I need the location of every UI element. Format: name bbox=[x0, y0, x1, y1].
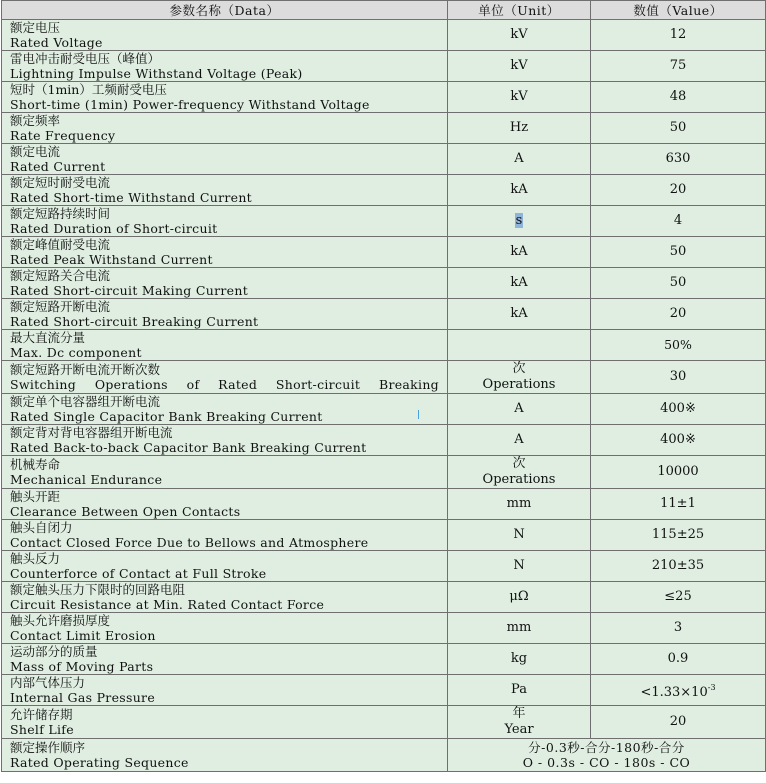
param-value-exponent: -3 bbox=[707, 682, 716, 692]
param-unit: A bbox=[448, 144, 591, 175]
param-value: 3 bbox=[591, 613, 766, 644]
param-value-cell bbox=[591, 675, 766, 706]
table-header-row bbox=[2, 1, 766, 20]
param-name-cell bbox=[2, 675, 448, 706]
param-value: 115±25 bbox=[591, 520, 766, 551]
param-name-zh: 最大直流分量 bbox=[10, 330, 86, 345]
param-name-en: Short-time (1min) Power-frequency Withstand Voltage bbox=[10, 97, 370, 112]
param-value: ≤25 bbox=[591, 582, 766, 613]
param-value: 11±1 bbox=[591, 489, 766, 520]
param-name-cell bbox=[2, 551, 448, 582]
param-name-cell bbox=[2, 613, 448, 644]
param-name-cell bbox=[2, 268, 448, 299]
table-row bbox=[2, 268, 766, 299]
param-name-en: Max. Dc component bbox=[10, 345, 142, 360]
param-name-zh: 额定操作顺序 bbox=[10, 740, 86, 755]
param-value: 20 bbox=[591, 706, 766, 739]
param-name-zh: 触头反力 bbox=[10, 551, 61, 566]
param-name-en: Lightning Impulse Withstand Voltage (Peak) bbox=[10, 66, 303, 81]
param-name-zh: 额定电压 bbox=[10, 20, 61, 35]
param-name-en: Switching Operations of Rated Short-circuit Breaking bbox=[10, 377, 439, 392]
param-name-zh: 额定峰值耐受电流 bbox=[10, 237, 111, 252]
table-row bbox=[2, 206, 766, 237]
table-row bbox=[2, 644, 766, 675]
param-unit: Hz bbox=[448, 113, 591, 144]
param-name-en: Rated Operating Sequence bbox=[10, 755, 189, 770]
table-row bbox=[2, 330, 766, 361]
table-row bbox=[2, 175, 766, 206]
param-name-en: Rate Frequency bbox=[10, 128, 116, 143]
param-name-cell bbox=[2, 361, 448, 394]
table-row bbox=[2, 20, 766, 51]
param-name-cell bbox=[2, 299, 448, 330]
param-name-cell bbox=[2, 51, 448, 82]
param-unit-en: Year bbox=[504, 722, 534, 737]
param-value: 20 bbox=[591, 175, 766, 206]
table-row bbox=[2, 675, 766, 706]
param-unit: kV bbox=[448, 20, 591, 51]
param-name-zh: 短时（1min）工频耐受电压 bbox=[10, 82, 167, 97]
param-name-zh: 触头允许磨损厚度 bbox=[10, 613, 111, 628]
param-name-en: Rated Short-circuit Breaking Current bbox=[10, 314, 259, 329]
table-row bbox=[2, 520, 766, 551]
param-name-cell bbox=[2, 175, 448, 206]
table-row bbox=[2, 361, 766, 394]
param-name-zh: 额定短路开断电流 bbox=[10, 299, 111, 314]
param-name-cell bbox=[2, 489, 448, 520]
text-cursor bbox=[418, 410, 419, 419]
param-name-zh: 额定短路开断电流开断次数 bbox=[10, 362, 161, 377]
param-value: 50 bbox=[591, 237, 766, 268]
param-name-zh: 触头自闭力 bbox=[10, 520, 73, 535]
param-unit: kA bbox=[448, 268, 591, 299]
table-row bbox=[2, 706, 766, 739]
table-row bbox=[2, 425, 766, 456]
param-name-cell bbox=[2, 330, 448, 361]
param-unit-cell bbox=[448, 456, 591, 489]
param-unit: mm bbox=[448, 613, 591, 644]
param-unit bbox=[448, 330, 591, 361]
param-value: 48 bbox=[591, 82, 766, 113]
param-name-zh: 雷电冲击耐受电压（峰值） bbox=[10, 51, 161, 66]
table-row bbox=[2, 489, 766, 520]
param-name-en: Rated Voltage bbox=[10, 35, 103, 50]
header-unit: 单位（Unit） bbox=[448, 1, 591, 20]
param-unit: kA bbox=[448, 237, 591, 268]
param-name-en: Clearance Between Open Contacts bbox=[10, 504, 241, 519]
param-unit: mm bbox=[448, 489, 591, 520]
table-row bbox=[2, 113, 766, 144]
param-value: 10000 bbox=[591, 456, 766, 489]
param-name-zh: 额定短时耐受电流 bbox=[10, 175, 111, 190]
table-row bbox=[2, 456, 766, 489]
table-row bbox=[2, 613, 766, 644]
param-unit-cell bbox=[448, 206, 591, 237]
param-value: 20 bbox=[591, 299, 766, 330]
param-name-zh: 内部气体压力 bbox=[10, 675, 86, 690]
param-value-base: <1.33×10 bbox=[640, 684, 708, 700]
param-name-en: Shelf Life bbox=[10, 722, 74, 737]
param-unit-zh: 次 bbox=[512, 456, 526, 471]
param-name-cell bbox=[2, 82, 448, 113]
param-name-zh: 额定背对背电容器组开断电流 bbox=[10, 425, 173, 440]
param-name-cell bbox=[2, 739, 448, 772]
param-name-cell bbox=[2, 144, 448, 175]
param-unit: N bbox=[448, 520, 591, 551]
param-name-en: Contact Limit Erosion bbox=[10, 628, 156, 643]
param-unit: μΩ bbox=[448, 582, 591, 613]
param-unit: kV bbox=[448, 82, 591, 113]
operating-sequence-en: O - 0.3s - CO - 180s - CO bbox=[522, 755, 691, 770]
param-unit-selected[interactable]: s bbox=[515, 213, 523, 228]
param-name-en: Rated Current bbox=[10, 159, 106, 174]
param-unit: kA bbox=[448, 175, 591, 206]
param-name-cell bbox=[2, 644, 448, 675]
param-name-cell bbox=[2, 20, 448, 51]
param-value: 50 bbox=[591, 113, 766, 144]
param-unit: A bbox=[448, 394, 591, 425]
param-name-en: Rated Short-time Withstand Current bbox=[10, 190, 253, 205]
param-unit-cell bbox=[448, 706, 591, 739]
param-name-cell bbox=[2, 206, 448, 237]
param-name-en: Counterforce of Contact at Full Stroke bbox=[10, 566, 267, 581]
table-row bbox=[2, 582, 766, 613]
table-row bbox=[2, 394, 766, 425]
param-name-cell bbox=[2, 520, 448, 551]
parameter-table bbox=[1, 0, 766, 772]
param-value: 400※ bbox=[591, 425, 766, 456]
table-row bbox=[2, 82, 766, 113]
param-name-zh: 额定单个电容器组开断电流 bbox=[10, 394, 161, 409]
param-unit: N bbox=[448, 551, 591, 582]
param-name-zh: 允许储存期 bbox=[10, 707, 73, 722]
table-row bbox=[2, 51, 766, 82]
param-value: 400※ bbox=[591, 394, 766, 425]
param-unit: Pa bbox=[448, 675, 591, 706]
param-name-en: Rated Duration of Short-circuit bbox=[10, 221, 218, 236]
param-value: 50 bbox=[591, 268, 766, 299]
param-name-en: Internal Gas Pressure bbox=[10, 690, 156, 705]
param-unit: kV bbox=[448, 51, 591, 82]
param-unit: kg bbox=[448, 644, 591, 675]
table-row bbox=[2, 144, 766, 175]
param-name-en: Circuit Resistance at Min. Rated Contact Force bbox=[10, 597, 325, 612]
param-name-en: Rated Peak Withstand Current bbox=[10, 252, 213, 267]
param-name-en: Mass of Moving Parts bbox=[10, 659, 154, 674]
operating-sequence-zh: 分-0.3秒-合分-180秒-合分 bbox=[528, 740, 685, 755]
table-row bbox=[2, 237, 766, 268]
param-value: 0.9 bbox=[591, 644, 766, 675]
table-row bbox=[2, 739, 766, 772]
param-value: 4 bbox=[591, 206, 766, 237]
param-value: 30 bbox=[591, 361, 766, 394]
param-unit: kA bbox=[448, 299, 591, 330]
operating-sequence-cell bbox=[448, 739, 766, 772]
param-unit-cell bbox=[448, 361, 591, 394]
param-value: 75 bbox=[591, 51, 766, 82]
param-name-cell bbox=[2, 425, 448, 456]
param-name-zh: 额定短路关合电流 bbox=[10, 268, 111, 283]
param-name-cell bbox=[2, 237, 448, 268]
param-unit-zh: 次 bbox=[512, 361, 526, 376]
header-value: 数值（Value） bbox=[591, 1, 766, 20]
param-name-zh: 机械寿命 bbox=[10, 457, 61, 472]
param-name-zh: 触头开距 bbox=[10, 489, 61, 504]
param-unit-en: Operations bbox=[482, 377, 556, 392]
param-unit: A bbox=[448, 425, 591, 456]
param-name-zh: 额定触头压力下限时的回路电阻 bbox=[10, 582, 186, 597]
param-name-cell bbox=[2, 582, 448, 613]
param-value: 210±35 bbox=[591, 551, 766, 582]
param-name-cell bbox=[2, 456, 448, 489]
param-unit-zh: 年 bbox=[512, 706, 526, 721]
param-name-en: Mechanical Endurance bbox=[10, 472, 163, 487]
header-name: 参数名称（Data） bbox=[2, 1, 448, 20]
param-name-zh: 运动部分的质量 bbox=[10, 644, 98, 659]
param-name-cell bbox=[2, 394, 448, 425]
param-name-en: Contact Closed Force Due to Bellows and Atmosphere bbox=[10, 535, 369, 550]
param-name-en: Rated Short-circuit Making Current bbox=[10, 283, 249, 298]
param-name-cell bbox=[2, 113, 448, 144]
param-value: 12 bbox=[591, 20, 766, 51]
param-name-en: Rated Back-to-back Capacitor Bank Breaking Current bbox=[10, 440, 367, 455]
param-value: 630 bbox=[591, 144, 766, 175]
table-row bbox=[2, 551, 766, 582]
param-unit-en: Operations bbox=[482, 472, 556, 487]
param-name-en: Rated Single Capacitor Bank Breaking Current bbox=[10, 409, 323, 424]
param-name-zh: 额定电流 bbox=[10, 144, 61, 159]
param-name-zh: 额定频率 bbox=[10, 113, 61, 128]
table-row bbox=[2, 299, 766, 330]
param-name-cell bbox=[2, 706, 448, 739]
param-name-zh: 额定短路持续时间 bbox=[10, 206, 111, 221]
param-value: 50% bbox=[591, 330, 766, 361]
